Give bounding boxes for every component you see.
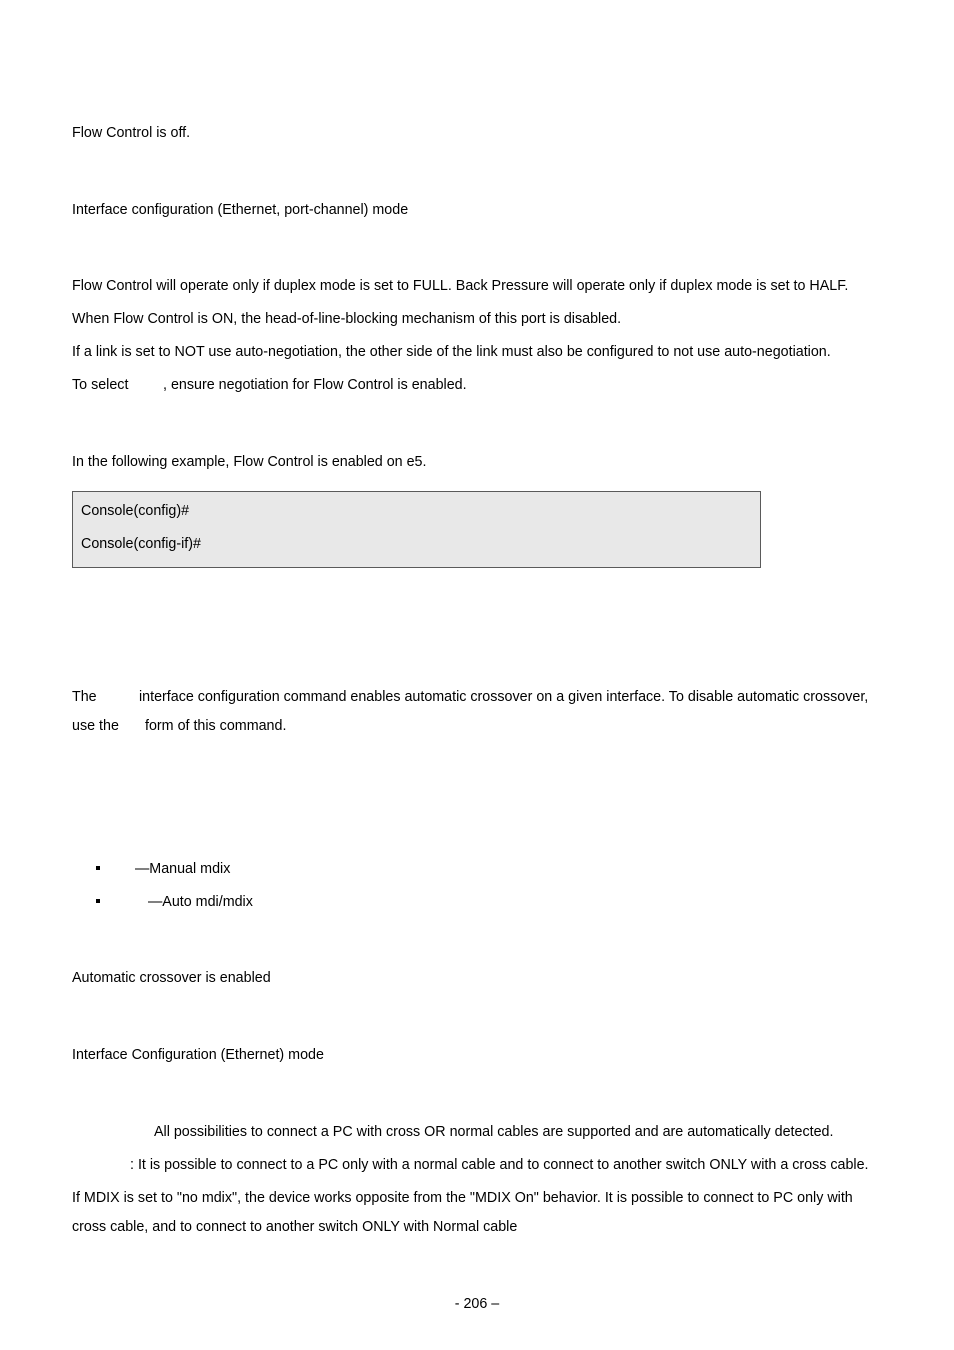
mdix-param-on: —Manual mdix (135, 861, 231, 877)
mdix-guideline-on: : It is possible to connect to a PC only with a normal cable and to connect to another switch ONLY with a cross cable. (130, 1157, 869, 1173)
code-line-2: Console(config-if)# (81, 536, 201, 552)
mdix-param-auto: —Auto mdi/mdix (148, 894, 253, 910)
mdix-desc-prefix: The (72, 689, 97, 705)
mdix-desc-line2-prefix: use the (72, 718, 119, 734)
bullet-icon (96, 866, 100, 870)
code-example-box (72, 491, 761, 568)
guideline-select-prefix: To select (72, 377, 129, 393)
flowcontrol-guideline-1: Flow Control will operate only if duplex mode is set to FULL. Back Pressure will operate only if duplex mode is set to HALF. (72, 278, 849, 294)
flowcontrol-guideline-2: When Flow Control is ON, the head-of-line-blocking mechanism of this port is disabled. (72, 311, 622, 327)
mdix-guideline-no-2: cross cable, and to connect to another switch ONLY with Normal cable (72, 1219, 518, 1235)
mdix-guideline-no-1: If MDIX is set to "no mdix", the device works opposite from the "MDIX On" behavior. It is possible to connect to PC only with (72, 1190, 853, 1206)
flowcontrol-guideline-4 (72, 376, 128, 394)
code-line-1: Console(config)# (81, 503, 190, 519)
mdix-desc-rest: interface configuration command enables automatic crossover on a given interface. To disable automatic crossover, (139, 689, 869, 705)
mdix-default: Automatic crossover is enabled (72, 970, 271, 986)
mdix-mode: Interface Configuration (Ethernet) mode (72, 1047, 324, 1063)
guideline-select-suffix: , ensure negotiation for Flow Control is enabled. (163, 377, 467, 393)
mdix-guideline-auto: All possibilities to connect a PC with cross OR normal cables are supported and are automatically detected. (154, 1124, 834, 1140)
page-number: - 206 – (454, 1296, 500, 1312)
flowcontrol-guideline-3: If a link is set to NOT use auto-negotiation, the other side of the link must also be configured to not use auto-negotiation. (72, 344, 831, 360)
flowcontrol-mode: Interface configuration (Ethernet, port-channel) mode (72, 202, 409, 218)
flowcontrol-example: In the following example, Flow Control is enabled on e5. (72, 454, 427, 470)
bullet-icon (96, 899, 100, 903)
mdix-desc-line2-suffix: form of this command. (145, 718, 287, 734)
flowcontrol-default: Flow Control is off. (72, 125, 191, 141)
